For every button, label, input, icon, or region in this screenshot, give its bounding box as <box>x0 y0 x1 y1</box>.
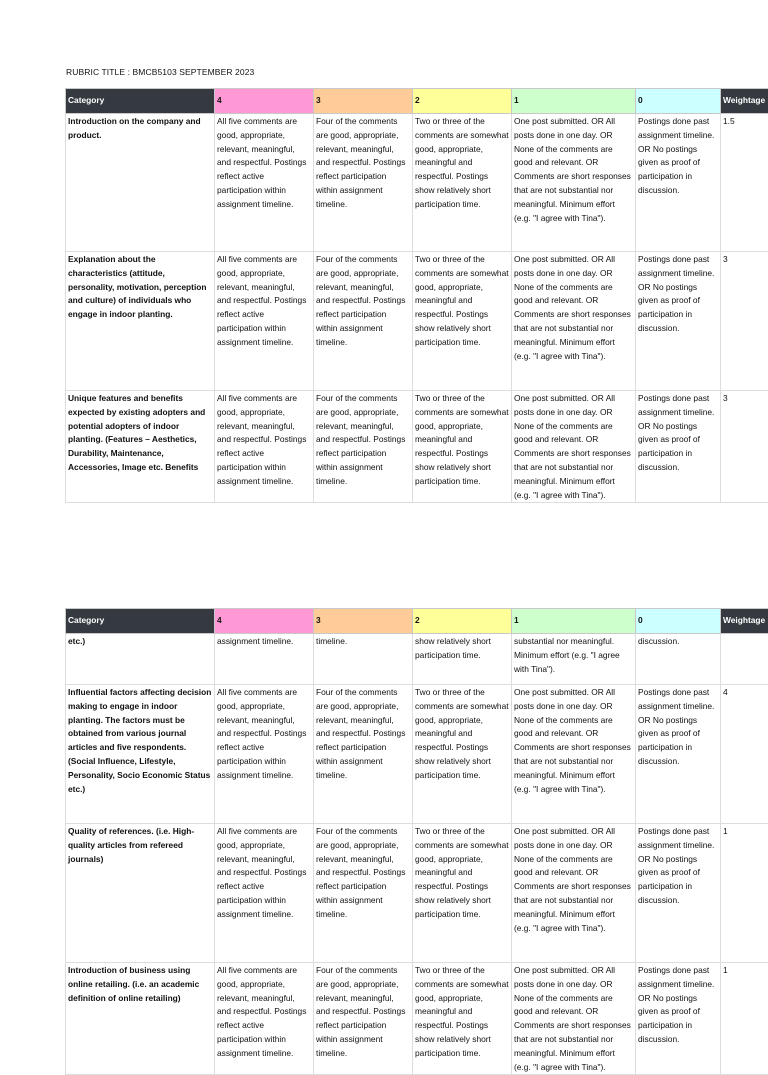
score-3-cell: Four of the comments are good, appropriate, relevant, meaningful, and respectful. Postings reflect participation within assignment timeline. <box>314 824 413 963</box>
score-1-cell: One post submitted. OR All posts done in one day. OR None of the comments are good and relevant. OR Comments are short responses that are not substantial nor meaningful. Minimum effort (e.g. "I agree with Tina"). <box>512 824 636 963</box>
score-0-cell: Postings done past assignment timeline. OR No postings given as proof of participation in discussion. <box>636 391 721 503</box>
score-1-cell: One post submitted. OR All posts done in one day. OR None of the comments are good and relevant. OR Comments are short responses that are not substantial nor meaningful. Minimum effort (e.g. "I agree with Tina"). <box>512 252 636 391</box>
header-score-4: 4 <box>215 89 314 114</box>
score-3-cell: Four of the comments are good, appropriate, relevant, meaningful, and respectful. Postings reflect participation within assignment timeline. <box>314 963 413 1075</box>
header-score-1: 1 <box>512 609 636 634</box>
weightage-cell <box>721 634 768 685</box>
score-0-cell: discussion. <box>636 634 721 685</box>
header-score-1: 1 <box>512 89 636 114</box>
header-score-3: 3 <box>314 609 413 634</box>
category-cell: Introduction on the company and product. <box>66 114 215 252</box>
score-3-cell: Four of the comments are good, appropriate, relevant, meaningful, and respectful. Postings reflect participation within assignment timeline. <box>314 252 413 391</box>
table-row <box>66 685 768 824</box>
score-1-cell: substantial nor meaningful. Minimum effort (e.g. "I agree with Tina"). <box>512 634 636 685</box>
score-1-cell: One post submitted. OR All posts done in one day. OR None of the comments are good and relevant. OR Comments are short responses that are not substantial nor meaningful. Minimum effort (e.g. "I agree with Tina"). <box>512 114 636 252</box>
score-2-cell: Two or three of the comments are somewhat good, appropriate, meaningful and respectful. Postings show relatively short participation time. <box>413 391 512 503</box>
header-weightage: Weightage <box>721 609 768 634</box>
score-0-cell: Postings done past assignment timeline. OR No postings given as proof of participation in discussion. <box>636 252 721 391</box>
category-cell: Introduction of business using online retailing. (i.e. an academic definition of online retailing) <box>66 963 215 1075</box>
table-row <box>66 114 768 252</box>
score-4-cell: All five comments are good, appropriate, relevant, meaningful, and respectful. Postings reflect active participation within assignment timeline. <box>215 824 314 963</box>
score-0-cell: Postings done past assignment timeline. OR No postings given as proof of participation in discussion. <box>636 963 721 1075</box>
score-2-cell: Two or three of the comments are somewhat good, appropriate, meaningful and respectful. Postings show relatively short participation time. <box>413 685 512 824</box>
score-2-cell: Two or three of the comments are somewhat good, appropriate, meaningful and respectful. Postings show relatively short participation time. <box>413 963 512 1075</box>
category-cell: Unique features and benefits expected by existing adopters and potential adopters of indoor planting. (Features – Aesthetics, Durability, Maintenance, Accessories, Image etc. Benefits <box>66 391 215 503</box>
header-row <box>66 609 768 634</box>
score-2-cell: show relatively short participation time. <box>413 634 512 685</box>
category-cell: Influential factors affecting decision making to engage in indoor planting. The factors must be obtained from various journal articles and five respondents. (Social Influence, Lifestyle, Personality, Socio Economic Status etc.) <box>66 685 215 824</box>
table-row <box>66 252 768 391</box>
header-category: Category <box>66 89 215 114</box>
table-row <box>66 963 768 1075</box>
score-0-cell: Postings done past assignment timeline. OR No postings given as proof of participation in discussion. <box>636 114 721 252</box>
table-row <box>66 391 768 503</box>
weightage-cell: 1 <box>721 824 768 963</box>
header-score-2: 2 <box>413 89 512 114</box>
weightage-cell: 1 <box>721 963 768 1075</box>
score-4-cell: All five comments are good, appropriate, relevant, meaningful, and respectful. Postings reflect active participation within assignment timeline. <box>215 391 314 503</box>
score-4-cell: assignment timeline. <box>215 634 314 685</box>
score-3-cell: timeline. <box>314 634 413 685</box>
header-weightage: Weightage <box>721 89 768 114</box>
score-4-cell: All five comments are good, appropriate, relevant, meaningful, and respectful. Postings reflect active participation within assignment timeline. <box>215 685 314 824</box>
score-1-cell: One post submitted. OR All posts done in one day. OR None of the comments are good and relevant. OR Comments are short responses that are not substantial nor meaningful. Minimum effort (e.g. "I agree with Tina"). <box>512 963 636 1075</box>
weightage-cell: 4 <box>721 685 768 824</box>
header-score-0: 0 <box>636 89 721 114</box>
score-3-cell: Four of the comments are good, appropriate, relevant, meaningful, and respectful. Postings reflect participation within assignment timeline. <box>314 114 413 252</box>
score-2-cell: Two or three of the comments are somewhat good, appropriate, meaningful and respectful. Postings show relatively short participation time. <box>413 824 512 963</box>
weightage-cell: 3 <box>721 391 768 503</box>
header-score-0: 0 <box>636 609 721 634</box>
rubric-table-page-2 <box>65 608 768 1075</box>
rubric-table-page-1 <box>65 88 768 503</box>
category-cell: Explanation about the characteristics (attitude, personality, motivation, perception and culture) of individuals who engage in indoor planting. <box>66 252 215 391</box>
weightage-cell: 3 <box>721 252 768 391</box>
header-row <box>66 89 768 114</box>
category-cell: etc.) <box>66 634 215 685</box>
header-category: Category <box>66 609 215 634</box>
score-0-cell: Postings done past assignment timeline. OR No postings given as proof of participation in discussion. <box>636 685 721 824</box>
category-cell: Quality of references. (i.e. High-quality articles from refereed journals) <box>66 824 215 963</box>
weightage-cell: 1.5 <box>721 114 768 252</box>
score-4-cell: All five comments are good, appropriate, relevant, meaningful, and respectful. Postings reflect active participation within assignment timeline. <box>215 963 314 1075</box>
table-row-continuation <box>66 634 768 685</box>
score-4-cell: All five comments are good, appropriate, relevant, meaningful, and respectful. Postings reflect active participation within assignment timeline. <box>215 252 314 391</box>
score-3-cell: Four of the comments are good, appropriate, relevant, meaningful, and respectful. Postings reflect participation within assignment timeline. <box>314 391 413 503</box>
rubric-title: RUBRIC TITLE : BMCB5103 SEPTEMBER 2023 <box>66 67 254 77</box>
score-0-cell: Postings done past assignment timeline. OR No postings given as proof of participation in discussion. <box>636 824 721 963</box>
header-score-2: 2 <box>413 609 512 634</box>
score-1-cell: One post submitted. OR All posts done in one day. OR None of the comments are good and relevant. OR Comments are short responses that are not substantial nor meaningful. Minimum effort (e.g. "I agree with Tina"). <box>512 391 636 503</box>
score-4-cell: All five comments are good, appropriate, relevant, meaningful, and respectful. Postings reflect active participation within assignment timeline. <box>215 114 314 252</box>
score-1-cell: One post submitted. OR All posts done in one day. OR None of the comments are good and relevant. OR Comments are short responses that are not substantial nor meaningful. Minimum effort (e.g. "I agree with Tina"). <box>512 685 636 824</box>
score-2-cell: Two or three of the comments are somewhat good, appropriate, meaningful and respectful. Postings show relatively short participation time. <box>413 252 512 391</box>
score-3-cell: Four of the comments are good, appropriate, relevant, meaningful, and respectful. Postings reflect participation within assignment timeline. <box>314 685 413 824</box>
header-score-3: 3 <box>314 89 413 114</box>
header-score-4: 4 <box>215 609 314 634</box>
table-row <box>66 824 768 963</box>
score-2-cell: Two or three of the comments are somewhat good, appropriate, meaningful and respectful. Postings show relatively short participation time. <box>413 114 512 252</box>
